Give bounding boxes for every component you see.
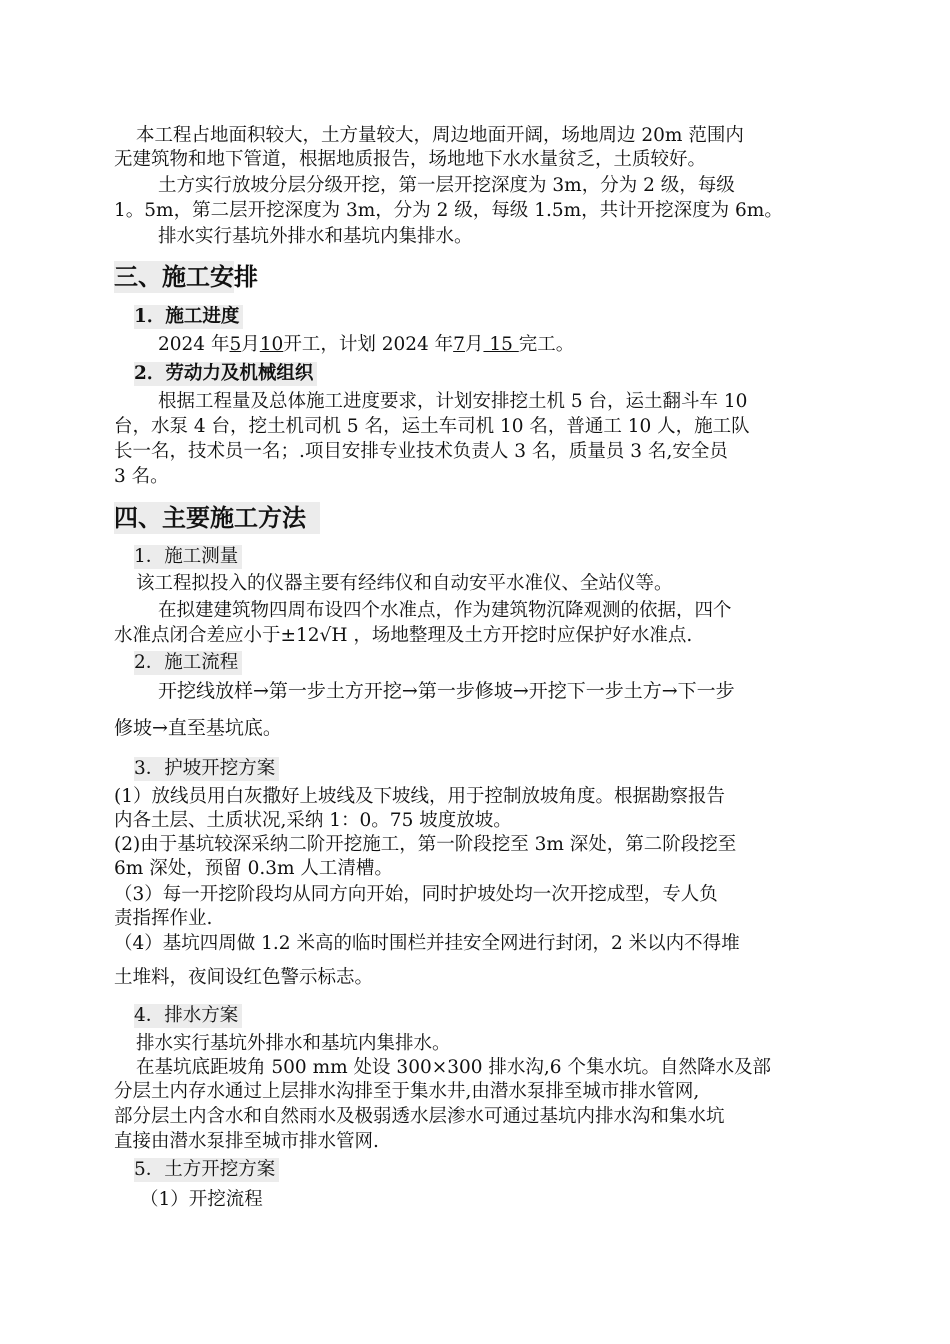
section-heading-4: 四、主要施工方法 — [114, 502, 320, 534]
text-line: 责指挥作业. — [114, 908, 213, 929]
text-line: 长一名，技术员一名；.项目安排专业技术负责人 3 名，质量员 3 名,安全员 — [114, 441, 728, 462]
text-line: 开挖线放样→第一步土方开挖→第一步修坡→开挖下一步土方→下一步 — [158, 680, 735, 702]
text-line: 水准点闭合差应小于±12√H ，场地整理及土方开挖时应保护好水准点. — [114, 625, 693, 646]
text-line: 台，水泵 4 台，挖土机司机 5 名，运土车司机 10 名，普通工 10 人，施工队 — [114, 416, 750, 437]
text-line: 土堆料，夜间设红色警示标志。 — [114, 967, 374, 988]
text-line: 在基坑底距坡角 500 mm 处设 300×300 排水沟,6 个集水坑。自然降水及部 — [136, 1057, 771, 1078]
start-month: 5 — [229, 334, 242, 355]
text-line: 3 名。 — [114, 466, 169, 487]
text-line: 修坡→直至基坑底。 — [114, 717, 282, 739]
subheading-process: 2．施工流程 — [134, 651, 242, 675]
text-line: 本工程占地面积较大，土方量较大，周边地面开阔，场地周边 20m 范围内 — [136, 125, 744, 146]
text-line: 分层土内存水通过上层排水沟排至于集水井,由潜水泵排至城市排水管网, — [114, 1081, 700, 1102]
text-line: 6m 深处，预留 0.3m 人工清槽。 — [114, 858, 393, 879]
text-line: 直接由潜水泵排至城市排水管网. — [114, 1131, 379, 1152]
subheading-slope: 3．护坡开挖方案 — [134, 757, 279, 781]
schedule-middle: 开工，计划 2024 年 — [283, 334, 454, 355]
text-line: 土方实行放坡分层分级开挖，第一层开挖深度为 3m，分为 2 级，每级 — [158, 175, 735, 196]
text-line: 无建筑物和地下管道，根据地质报告，场地地下水水量贫乏，土质较好。 — [114, 149, 707, 170]
schedule-prefix: 2024 年 — [158, 334, 230, 355]
subheading-survey: 1．施工测量 — [134, 545, 242, 569]
subheading-earthwork: 5．土方开挖方案 — [134, 1158, 279, 1182]
text-line: 在拟建建筑物四周布设四个水准点，作为建筑物沉降观测的依据，四个 — [158, 600, 732, 621]
end-day: 15 — [483, 334, 519, 355]
text-line: 1。5m，第二层开挖深度为 3m，分为 2 级，每级 1.5m，共计开挖深度为 6m。 — [114, 200, 783, 221]
month-word: 月 — [241, 334, 260, 355]
schedule-suffix: 完工。 — [518, 334, 575, 355]
text-line: （4）基坑四周做 1.2 米高的临时围栏并挂安全网进行封闭，2 米以内不得堆 — [114, 933, 740, 954]
subheading-labor: 2．劳动力及机械组织 — [134, 362, 317, 386]
subheading-drainage: 4．排水方案 — [134, 1004, 242, 1028]
text-line: 该工程拟投入的仪器主要有经纬仪和自动安平水准仪、全站仪等。 — [136, 573, 673, 594]
text-line: （1）开挖流程 — [140, 1189, 263, 1210]
text-line: 排水实行基坑外排水和基坑内集排水。 — [136, 1033, 451, 1054]
month-word: 月 — [464, 334, 484, 355]
schedule-line — [158, 333, 574, 357]
section-heading-3: 三、施工安排 — [114, 262, 258, 291]
text-line: (1）放线员用白灰撒好上坡线及下坡线，用于控制放坡角度。根据勘察报告 — [114, 786, 725, 807]
paragraph-drainage-summary: 排水实行基坑外排水和基坑内集排水。 — [158, 226, 473, 247]
end-month: 7 — [453, 334, 465, 355]
text-line: 根据工程量及总体施工进度要求，计划安排挖土机 5 台，运土翻斗车 10 — [158, 391, 748, 412]
text-line: （3）每一开挖阶段均从同方向开始，同时护坡处均一次开挖成型，专人负 — [114, 884, 718, 905]
start-day: 10 — [259, 334, 284, 355]
text-line: (2)由于基坑较深采纳二阶开挖施工，第一阶段挖至 3m 深处，第二阶段挖至 — [114, 834, 737, 855]
text-line: 部分层土内含水和自然雨水及极弱透水层渗水可通过基坑内排水沟和集水坑 — [114, 1106, 725, 1127]
subheading-schedule: 1．施工进度 — [134, 305, 243, 329]
text-line: 内各土层、土质状况,采纳 1：0。75 坡度放坡。 — [114, 810, 512, 831]
